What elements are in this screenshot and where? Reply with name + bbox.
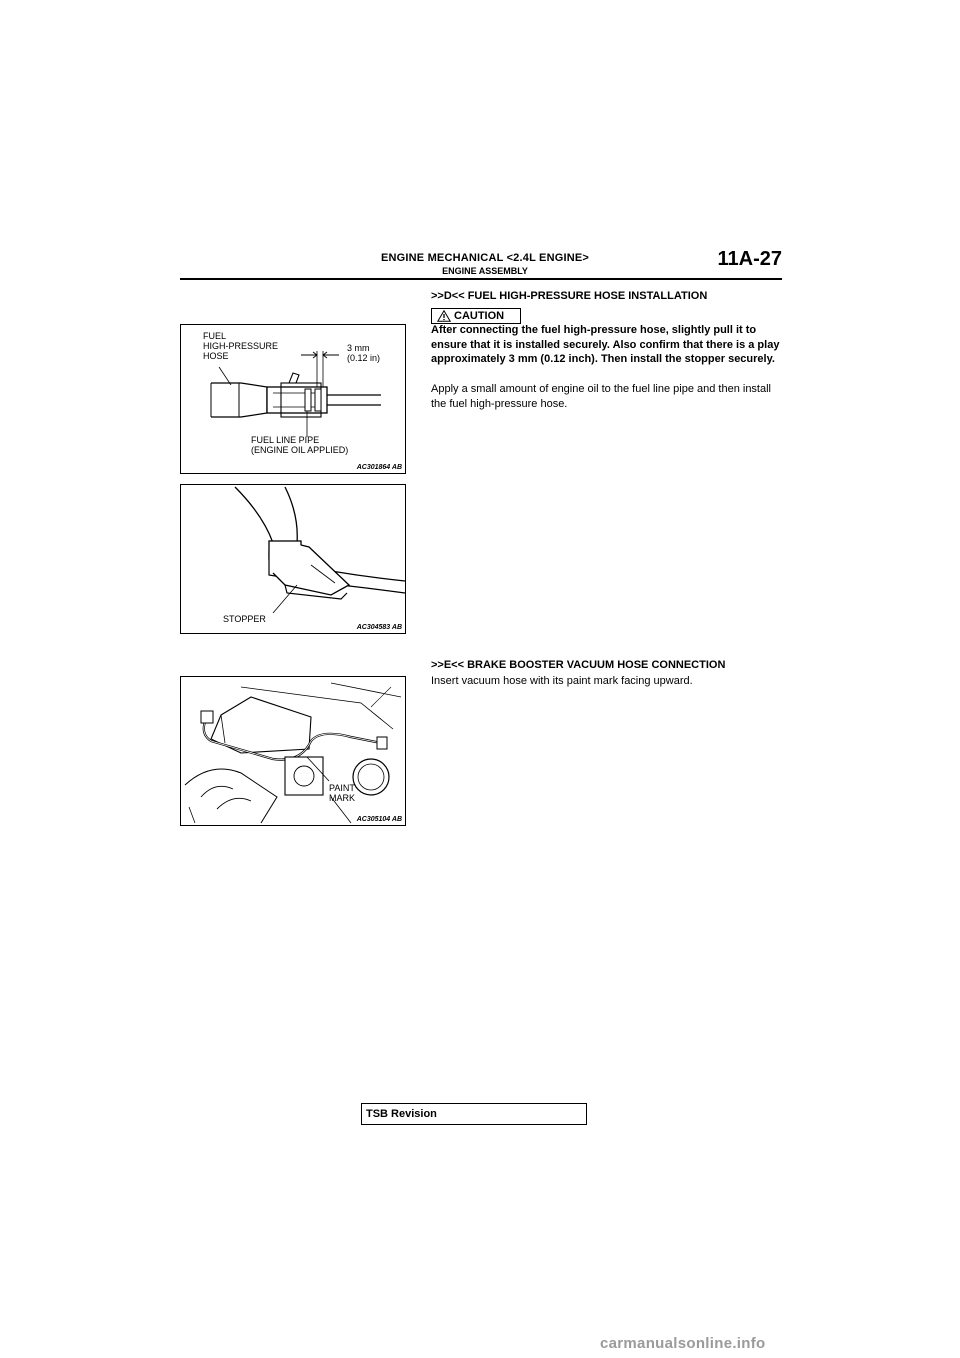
label-stopper: STOPPER	[223, 614, 266, 624]
figure-fuel-hose	[180, 324, 406, 474]
label-paint-mark: PAINT MARK	[329, 783, 356, 803]
watermark: carmanualsonline.info	[600, 1335, 766, 1352]
label-fuel-line-pipe: FUEL LINE PIPE (ENGINE OIL APPLIED)	[251, 435, 349, 455]
label-gap-dimension: 3 mm (0.12 in)	[347, 343, 381, 363]
section-title: ENGINE ASSEMBLY	[442, 266, 528, 276]
warning-icon	[437, 310, 451, 322]
tsb-revision-box	[361, 1103, 587, 1125]
label-fuel-hose: FUEL HIGH-PRESSURE HOSE	[203, 331, 279, 361]
page-number: 11A-27	[717, 248, 782, 270]
stopper-illustration	[181, 485, 405, 633]
section-d-body: Apply a small amount of engine oil to the fuel line pipe and then install the fuel high-pressure hose.	[431, 383, 771, 410]
figure-code: AC304583 AB	[356, 624, 402, 631]
section-e-body: Insert vacuum hose with its paint mark facing upward.	[431, 675, 693, 687]
caution-label: CAUTION	[454, 310, 505, 322]
figure-vacuum-hose	[180, 676, 406, 826]
header-rule	[180, 278, 782, 280]
engine-bay-illustration	[181, 677, 405, 825]
caution-box	[431, 308, 521, 324]
figure-code: AC301864 AB	[356, 464, 402, 471]
tsb-revision-label: TSB Revision	[366, 1108, 437, 1120]
section-e-heading: >>E<< BRAKE BOOSTER VACUUM HOSE CONNECTION	[431, 659, 726, 671]
caution-text: After connecting the fuel high-pressure hose, slightly pull it to ensure that it is installed securely. Also confirm that there is a play approximately 3 mm (0.12 inch). Then install the stopper securely.	[431, 324, 780, 365]
section-d-heading: >>D<< FUEL HIGH-PRESSURE HOSE INSTALLATION	[431, 290, 708, 302]
chapter-title: ENGINE MECHANICAL <2.4L ENGINE>	[380, 252, 590, 264]
figure-stopper	[180, 484, 406, 634]
figure-code: AC305104 AB	[356, 816, 402, 823]
